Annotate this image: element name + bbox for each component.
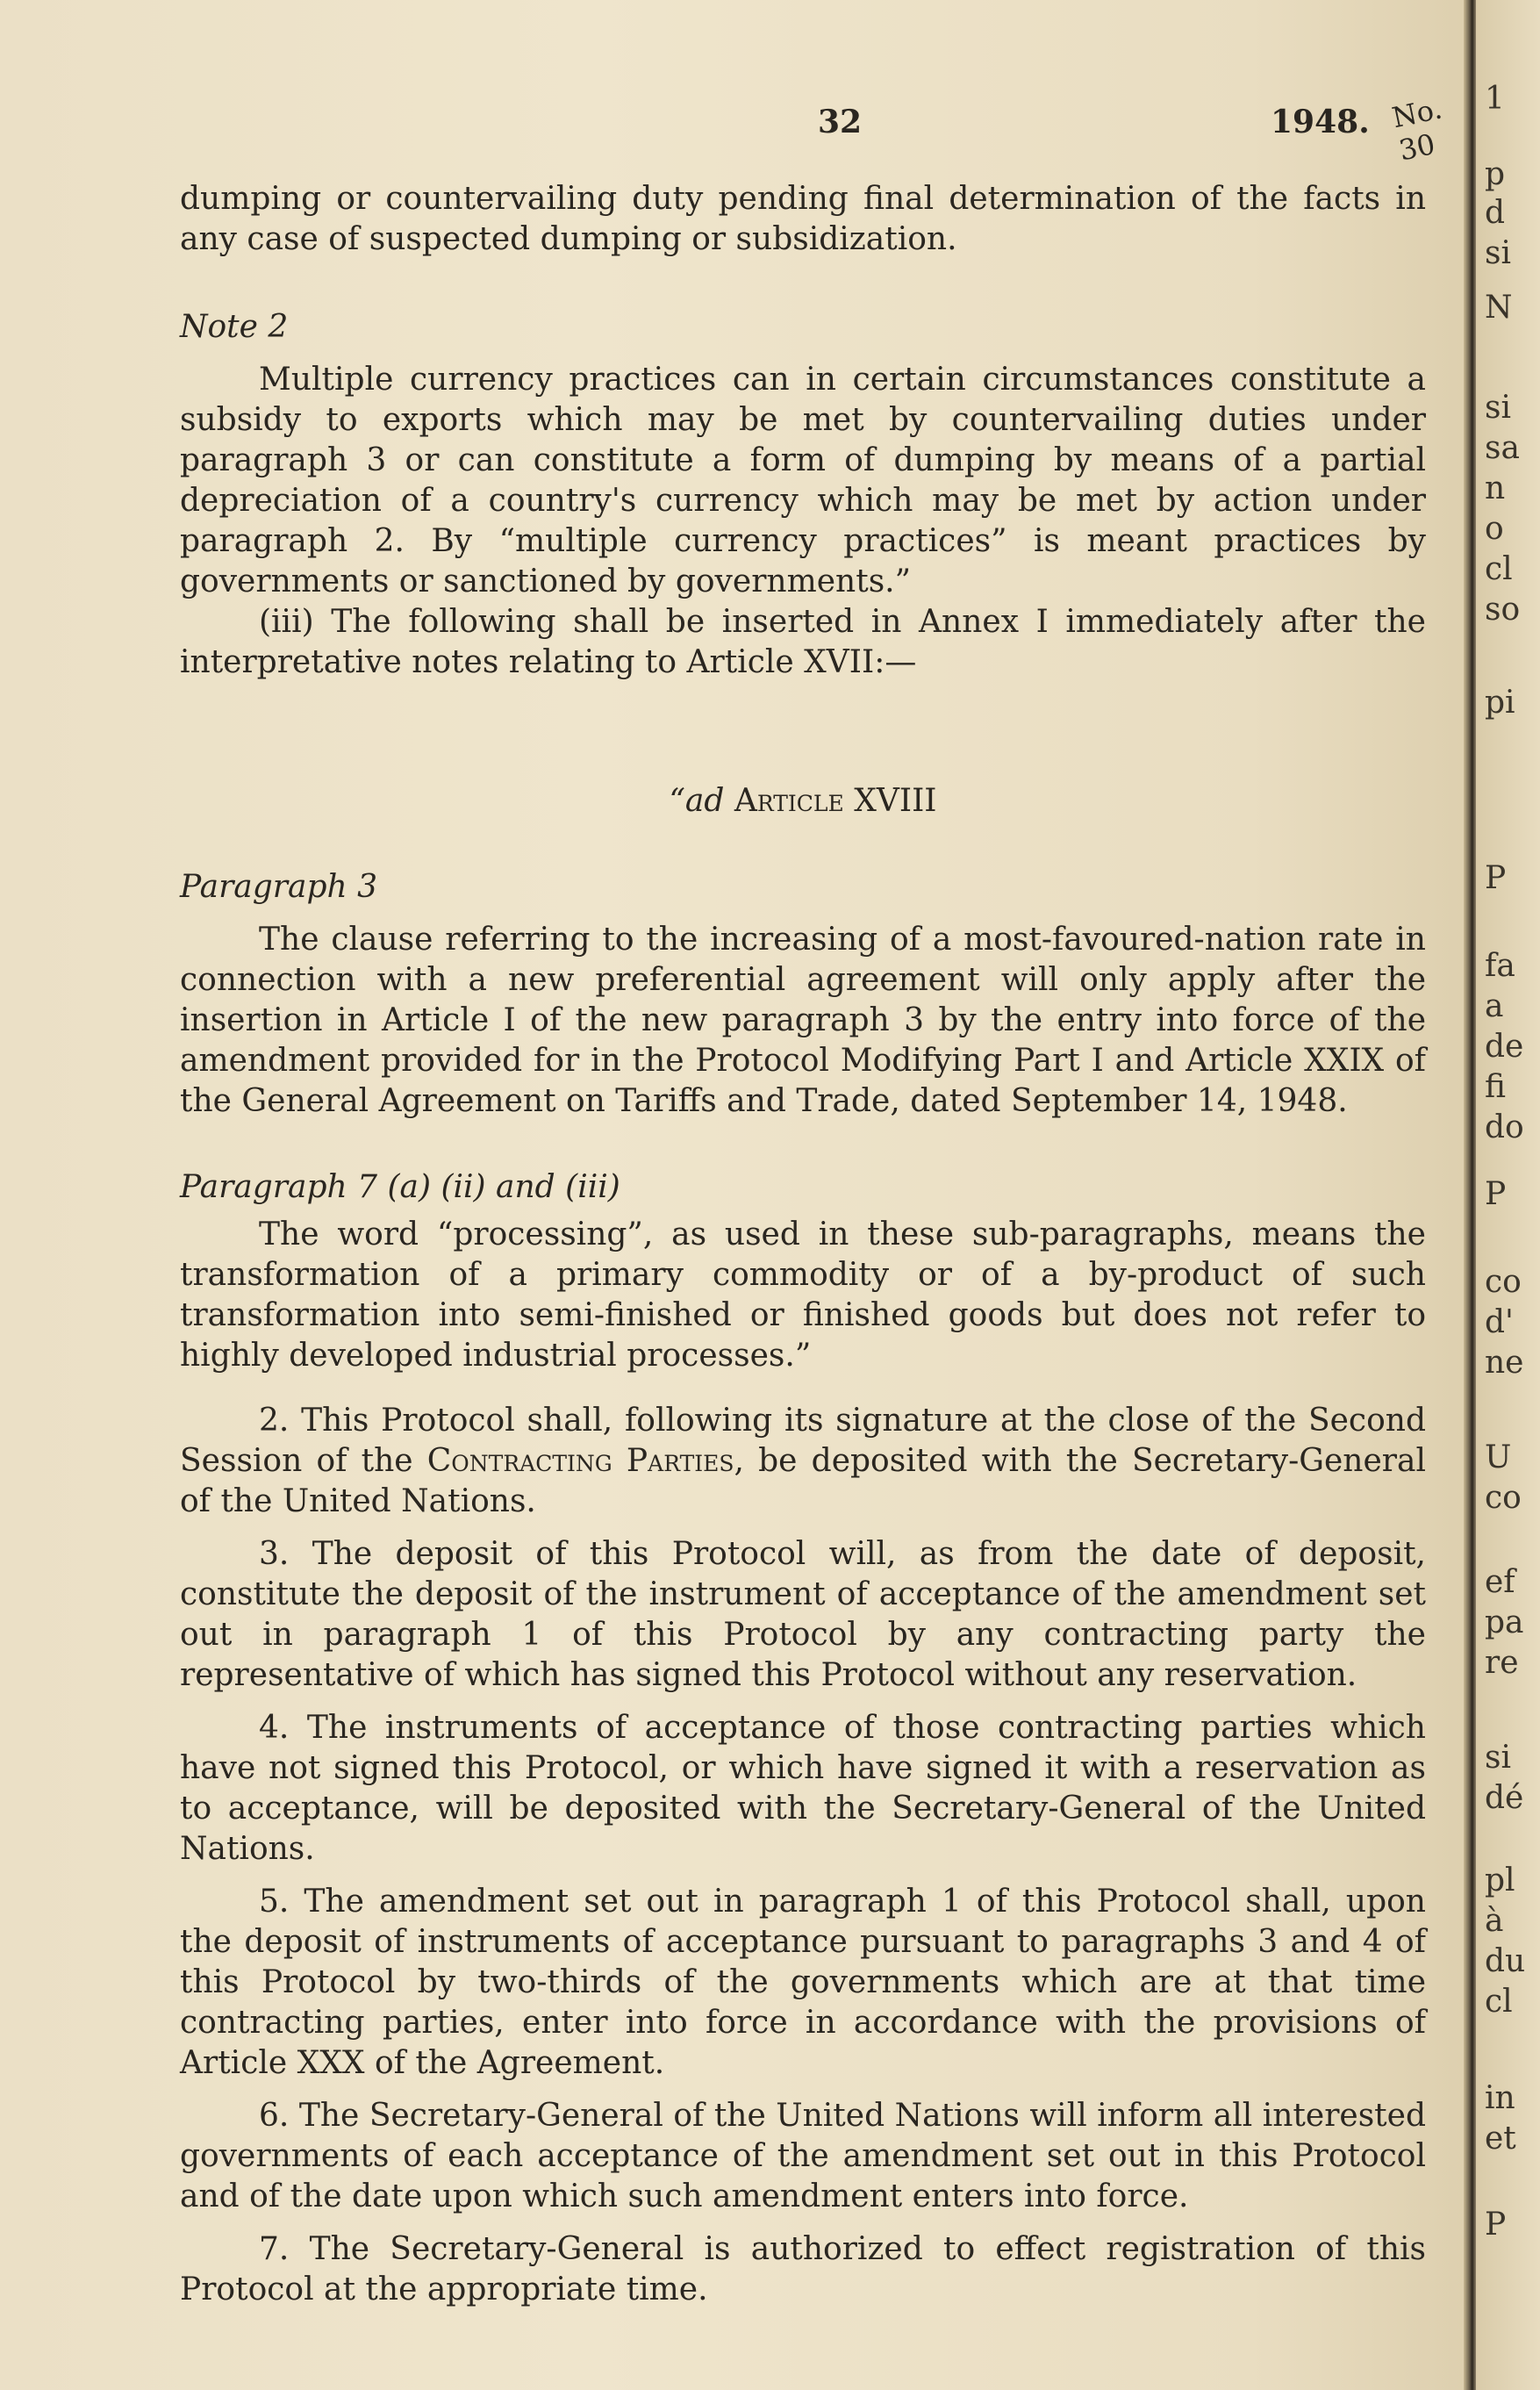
item-5-text: 5. The amendment set out in paragraph 1 of this Protocol shall, upon the deposit of instruments of acceptance pursuant to paragraphs 3 and 4 of this Protocol by two-thirds of the governments which are at that time contracting parties, enter into force in accordance with the provisions of Article XXX of the Agreement. (180, 1884, 1426, 2081)
book-gutter (1464, 0, 1476, 2390)
facing-fragment: do (1485, 1109, 1524, 1145)
item-2-part-b: , be deposited with the Secretary-General of the United Nations. (180, 1443, 1426, 1519)
intro-paragraph (180, 179, 1426, 260)
item-4-text: 4. The instruments of acceptance of those contracting parties which have not signed this Protocol, or which have signed it with a reservation as to acceptance, will be deposited with the Secretary-General of the United Nations. (180, 1710, 1426, 1867)
facing-fragment: o (1485, 511, 1504, 547)
facing-fragment: P (1485, 860, 1507, 896)
facing-fragment: so (1485, 592, 1521, 628)
numbered-items (180, 1401, 1426, 2310)
facing-fragment: de (1485, 1029, 1524, 1065)
facing-fragment: si (1485, 235, 1511, 271)
item-7-text: 7. The Secretary-General is authorized to effect registration of this Protocol at the appropriate time. (180, 2231, 1426, 2307)
facing-fragment: 1 (1485, 81, 1505, 117)
facing-fragment: ef (1485, 1564, 1515, 1600)
note-2-text: Multiple currency practices can in certain circumstances constitute a subsidy to exports which may be met by countervailing duties under paragraph 3 or can constitute a form of dumping by means of a partial depreciation of a country's currency which may be met by action under paragraph 2. By “multiple currency practices” is meant practices by governments or sanctioned by governments.” (180, 362, 1426, 599)
facing-fragment: pl (1485, 1862, 1515, 1898)
facing-fragment: ne (1485, 1345, 1524, 1381)
paragraph-7-section (180, 1167, 1426, 1376)
facing-fragment: du (1485, 1943, 1526, 1979)
header-year: 1948. (1271, 104, 1370, 140)
facing-fragment: fa (1485, 948, 1515, 984)
facing-fragment: cl (1485, 551, 1513, 587)
facing-fragment: sa (1485, 430, 1520, 466)
facing-fragment: N (1485, 290, 1513, 326)
facing-fragment: n (1485, 470, 1506, 506)
paragraph-7-heading: Paragraph 7 (a) (ii) and (iii) (180, 1169, 620, 1205)
article-heading-word: Article (734, 783, 844, 819)
facing-fragment: a (1485, 988, 1504, 1024)
facing-fragment: dé (1485, 1780, 1524, 1816)
article-heading-prefix: “ad (669, 783, 725, 819)
header-doc-number: No. 30 (1389, 91, 1445, 168)
facing-fragment: U (1485, 1439, 1512, 1475)
article-heading (180, 781, 1426, 822)
paragraph-3-section (180, 867, 1426, 1122)
intro-text: dumping or countervailing duty pending final determination of the facts in any case of suspected dumping or subsidization. (180, 181, 1426, 257)
paragraph-3-heading: Paragraph 3 (180, 869, 378, 905)
page-number: 32 (818, 104, 863, 140)
facing-fragment: si (1485, 1740, 1511, 1776)
facing-fragment: d' (1485, 1304, 1514, 1340)
note-2-heading: Note 2 (180, 309, 289, 345)
facing-fragment: si (1485, 390, 1511, 426)
facing-fragment: co (1485, 1264, 1522, 1300)
item-2-part-a: 2. This Protocol shall, following its signature at the close of the Second Session of the (180, 1403, 1426, 1479)
facing-fragment: fi (1485, 1069, 1507, 1105)
item-iii-text: (iii) The following shall be inserted in Annex I immediately after the interpretative notes relating to Article XVII:— (180, 604, 1426, 680)
facing-fragment: P (1485, 2207, 1507, 2243)
item-2-text (180, 1401, 1426, 1522)
facing-fragment: co (1485, 1480, 1522, 1516)
item-2-contracting-parties: Contracting Parties (426, 1443, 734, 1479)
note-2-section (180, 307, 1426, 683)
facing-fragment: d (1485, 195, 1506, 231)
facing-page-edge (1476, 0, 1540, 2390)
facing-fragment: in (1485, 2080, 1515, 2116)
facing-fragment: pi (1485, 685, 1515, 721)
item-6-text: 6. The Secretary-General of the United Nations will inform all interested governments of each acceptance of the amendment set out in this Protocol and of the date upon which such amendment enters into force. (180, 2098, 1426, 2214)
facing-fragment: à (1485, 1903, 1504, 1939)
item-3-text: 3. The deposit of this Protocol will, as from the date of deposit, constitute the deposit of the instrument of acceptance of the amendment set out in paragraph 1 of this Protocol by any contracting party the representative of which has signed this Protocol without any reservation. (180, 1536, 1426, 1693)
facing-fragment: re (1485, 1645, 1519, 1681)
facing-fragment: et (1485, 2121, 1516, 2157)
paragraph-3-text: The clause referring to the increasing of a most-favoured-nation rate in connection with a new preferential agreement will only apply after the insertion in Article I of the new paragraph 3 by the entry into force of the amendment provided for in the Protocol Modifying Part I and Article XXIX of the General Agreement on Tariffs and Trade, dated September 14, 1948. (180, 922, 1426, 1119)
article-heading-number: XVIII (854, 783, 937, 819)
facing-fragment: p (1485, 156, 1506, 192)
facing-fragment: P (1485, 1176, 1507, 1212)
paragraph-7-text: The word “processing”, as used in these sub-paragraphs, means the transformation of a primary commodity or of a by-product of such transformation into semi-finished or finished goods but does not refer to highly developed industrial processes.” (180, 1217, 1426, 1374)
facing-fragment: pa (1485, 1604, 1524, 1640)
facing-fragment: cl (1485, 1984, 1513, 2020)
